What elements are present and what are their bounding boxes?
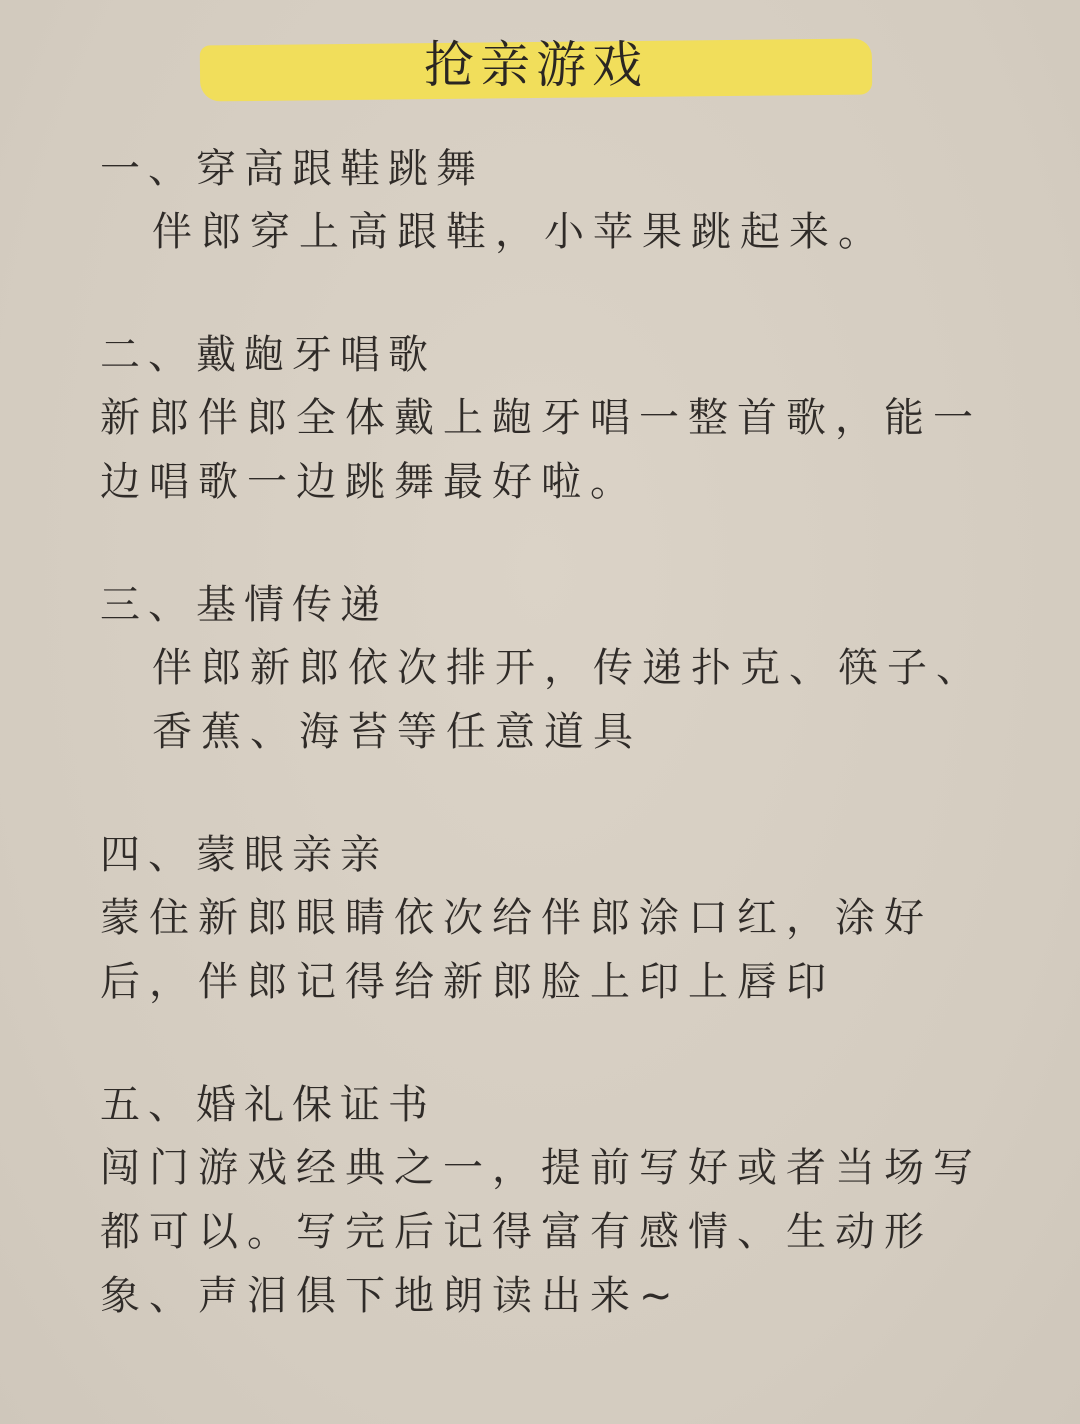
game-list — [100, 138, 1000, 1388]
section-heading: 五、婚礼保证书 — [100, 1082, 436, 1128]
game-section-1 — [100, 138, 1000, 264]
section-body: 伴郎穿上高跟鞋，小苹果跳起来。 — [152, 209, 887, 255]
title-banner — [200, 28, 872, 100]
section-heading: 四、蒙眼亲亲 — [100, 832, 388, 878]
section-heading: 二、戴龅牙唱歌 — [100, 332, 436, 378]
section-heading: 三、基情传递 — [100, 582, 388, 628]
game-section-3 — [100, 574, 1000, 764]
page-title: 抢亲游戏 — [424, 36, 648, 94]
section-body: 闯门游戏经典之一，提前写好或者当场写都可以。写完后记得富有感情、生动形象、声泪俱下地朗读出来~ — [100, 1145, 982, 1319]
game-section-4 — [100, 824, 1000, 1014]
section-heading: 一、穿高跟鞋跳舞 — [100, 146, 484, 192]
section-body: 新郎伴郎全体戴上龅牙唱一整首歌，能一边唱歌一边跳舞最好啦。 — [100, 395, 982, 505]
game-section-2 — [100, 324, 1000, 514]
game-section-5 — [100, 1074, 1000, 1328]
section-body: 蒙住新郎眼睛依次给伴郎涂口红，涂好后，伴郎记得给新郎脸上印上唇印 — [100, 895, 933, 1005]
section-body: 伴郎新郎依次排开，传递扑克、筷子、香蕉、海苔等任意道具 — [152, 645, 985, 755]
